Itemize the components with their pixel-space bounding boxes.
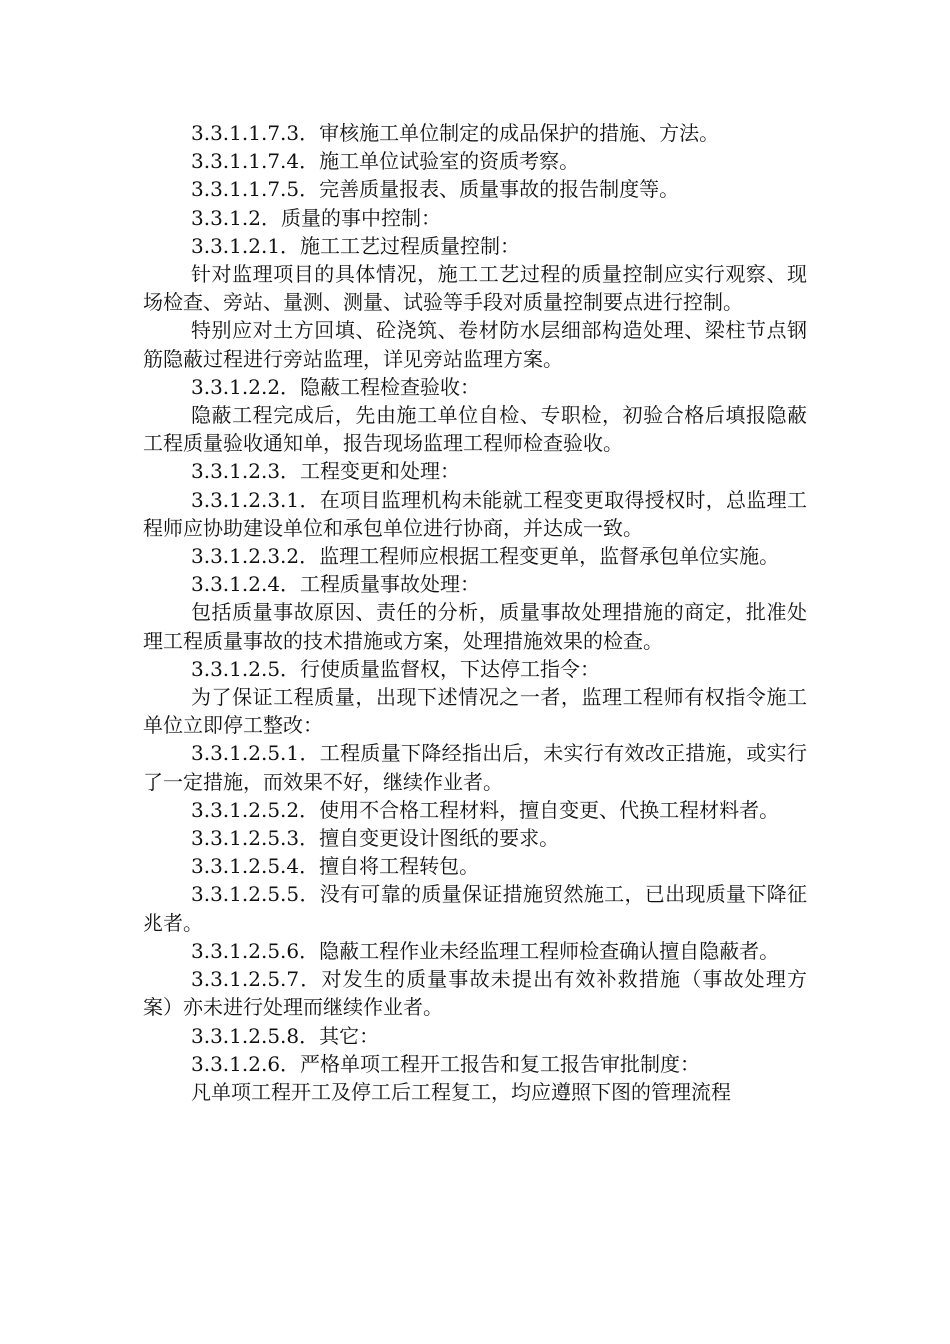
paragraph-25: 3.3.1.2.6．严格单项工程开工报告和复工报告审批制度： — [191, 1051, 701, 1076]
paragraph-10: 3.3.1.2.3．工程变更和处理： — [191, 459, 461, 484]
paragraph-24: 3.3.1.2.5.8．其它： — [191, 1023, 380, 1048]
paragraph-21: 3.3.1.2.5.5．没有可靠的质量保证措施贸然施工，已出现质量下降征兆者。 — [143, 882, 807, 935]
paragraph-18: 3.3.1.2.5.2．使用不合格工程材料，擅自变更、代换工程材料者。 — [191, 797, 780, 822]
paragraph-2: 3.3.1.1.7.4．施工单位试验室的资质考察。 — [191, 149, 580, 174]
paragraph-8: 3.3.1.2.2．隐蔽工程检查验收： — [191, 374, 481, 399]
paragraph-15: 3.3.1.2.5．行使质量监督权，下达停工指令： — [191, 656, 601, 681]
paragraph-16: 为了保证工程质量，出现下述情况之一者，监理工程师有权指令施工单位立即停工整改： — [143, 685, 807, 738]
paragraph-13: 3.3.1.2.4．工程质量事故处理： — [191, 572, 481, 597]
paragraph-9: 隐蔽工程完成后，先由施工单位自检、专职检，初验合格后填报隐蔽工程质量验收通知单，报告现场监理工程师检查验收。 — [143, 403, 807, 456]
paragraph-20: 3.3.1.2.5.4．擅自将工程转包。 — [191, 854, 480, 879]
paragraph-4: 3.3.1.2．质量的事中控制： — [191, 205, 441, 230]
paragraph-1: 3.3.1.1.7.3．审核施工单位制定的成品保护的措施、方法。 — [191, 121, 720, 145]
paragraph-22: 3.3.1.2.5.6．隐蔽工程作业未经监理工程师检查确认擅自隐蔽者。 — [191, 938, 780, 963]
paragraph-11: 3.3.1.2.3.1．在项目监理机构未能就工程变更取得授权时，总监理工程师应协助建设单位和承包单位进行协商，并达成一致。 — [143, 487, 807, 540]
paragraph-17: 3.3.1.2.5.1．工程质量下降经指出后，未实行有效改正措施，或实行了一定措施，而效果不好，继续作业者。 — [143, 741, 807, 794]
paragraph-12: 3.3.1.2.3.2．监理工程师应根据工程变更单，监督承包单位实施。 — [191, 544, 780, 569]
paragraph-3: 3.3.1.1.7.5．完善质量报表、质量事故的报告制度等。 — [191, 177, 680, 202]
paragraph-6: 针对监理项目的具体情况，施工工艺过程的质量控制应实行观察、现场检查、旁站、量测、测量、试验等手段对质量控制要点进行控制。 — [143, 262, 807, 315]
document-body — [143, 119, 807, 1106]
paragraph-14: 包括质量事故原因、责任的分析，质量事故处理措施的商定，批准处理工程质量事故的技术措施或方案，处理措施效果的检查。 — [143, 600, 807, 653]
paragraph-7: 特别应对土方回填、砼浇筑、卷材防水层细部构造处理、梁柱节点钢筋隐蔽过程进行旁站监理，详见旁站监理方案。 — [143, 318, 807, 371]
paragraph-5: 3.3.1.2.1．施工工艺过程质量控制： — [191, 233, 521, 258]
paragraph-19: 3.3.1.2.5.3．擅自变更设计图纸的要求。 — [191, 826, 560, 851]
paragraph-23: 3.3.1.2.5.7．对发生的质量事故未提出有效补救措施（事故处理方案）亦未进行处理而继续作业者。 — [143, 967, 807, 1020]
paragraph-26: 凡单项工程开工及停工后工程复工，均应遵照下图的管理流程 — [191, 1079, 731, 1104]
